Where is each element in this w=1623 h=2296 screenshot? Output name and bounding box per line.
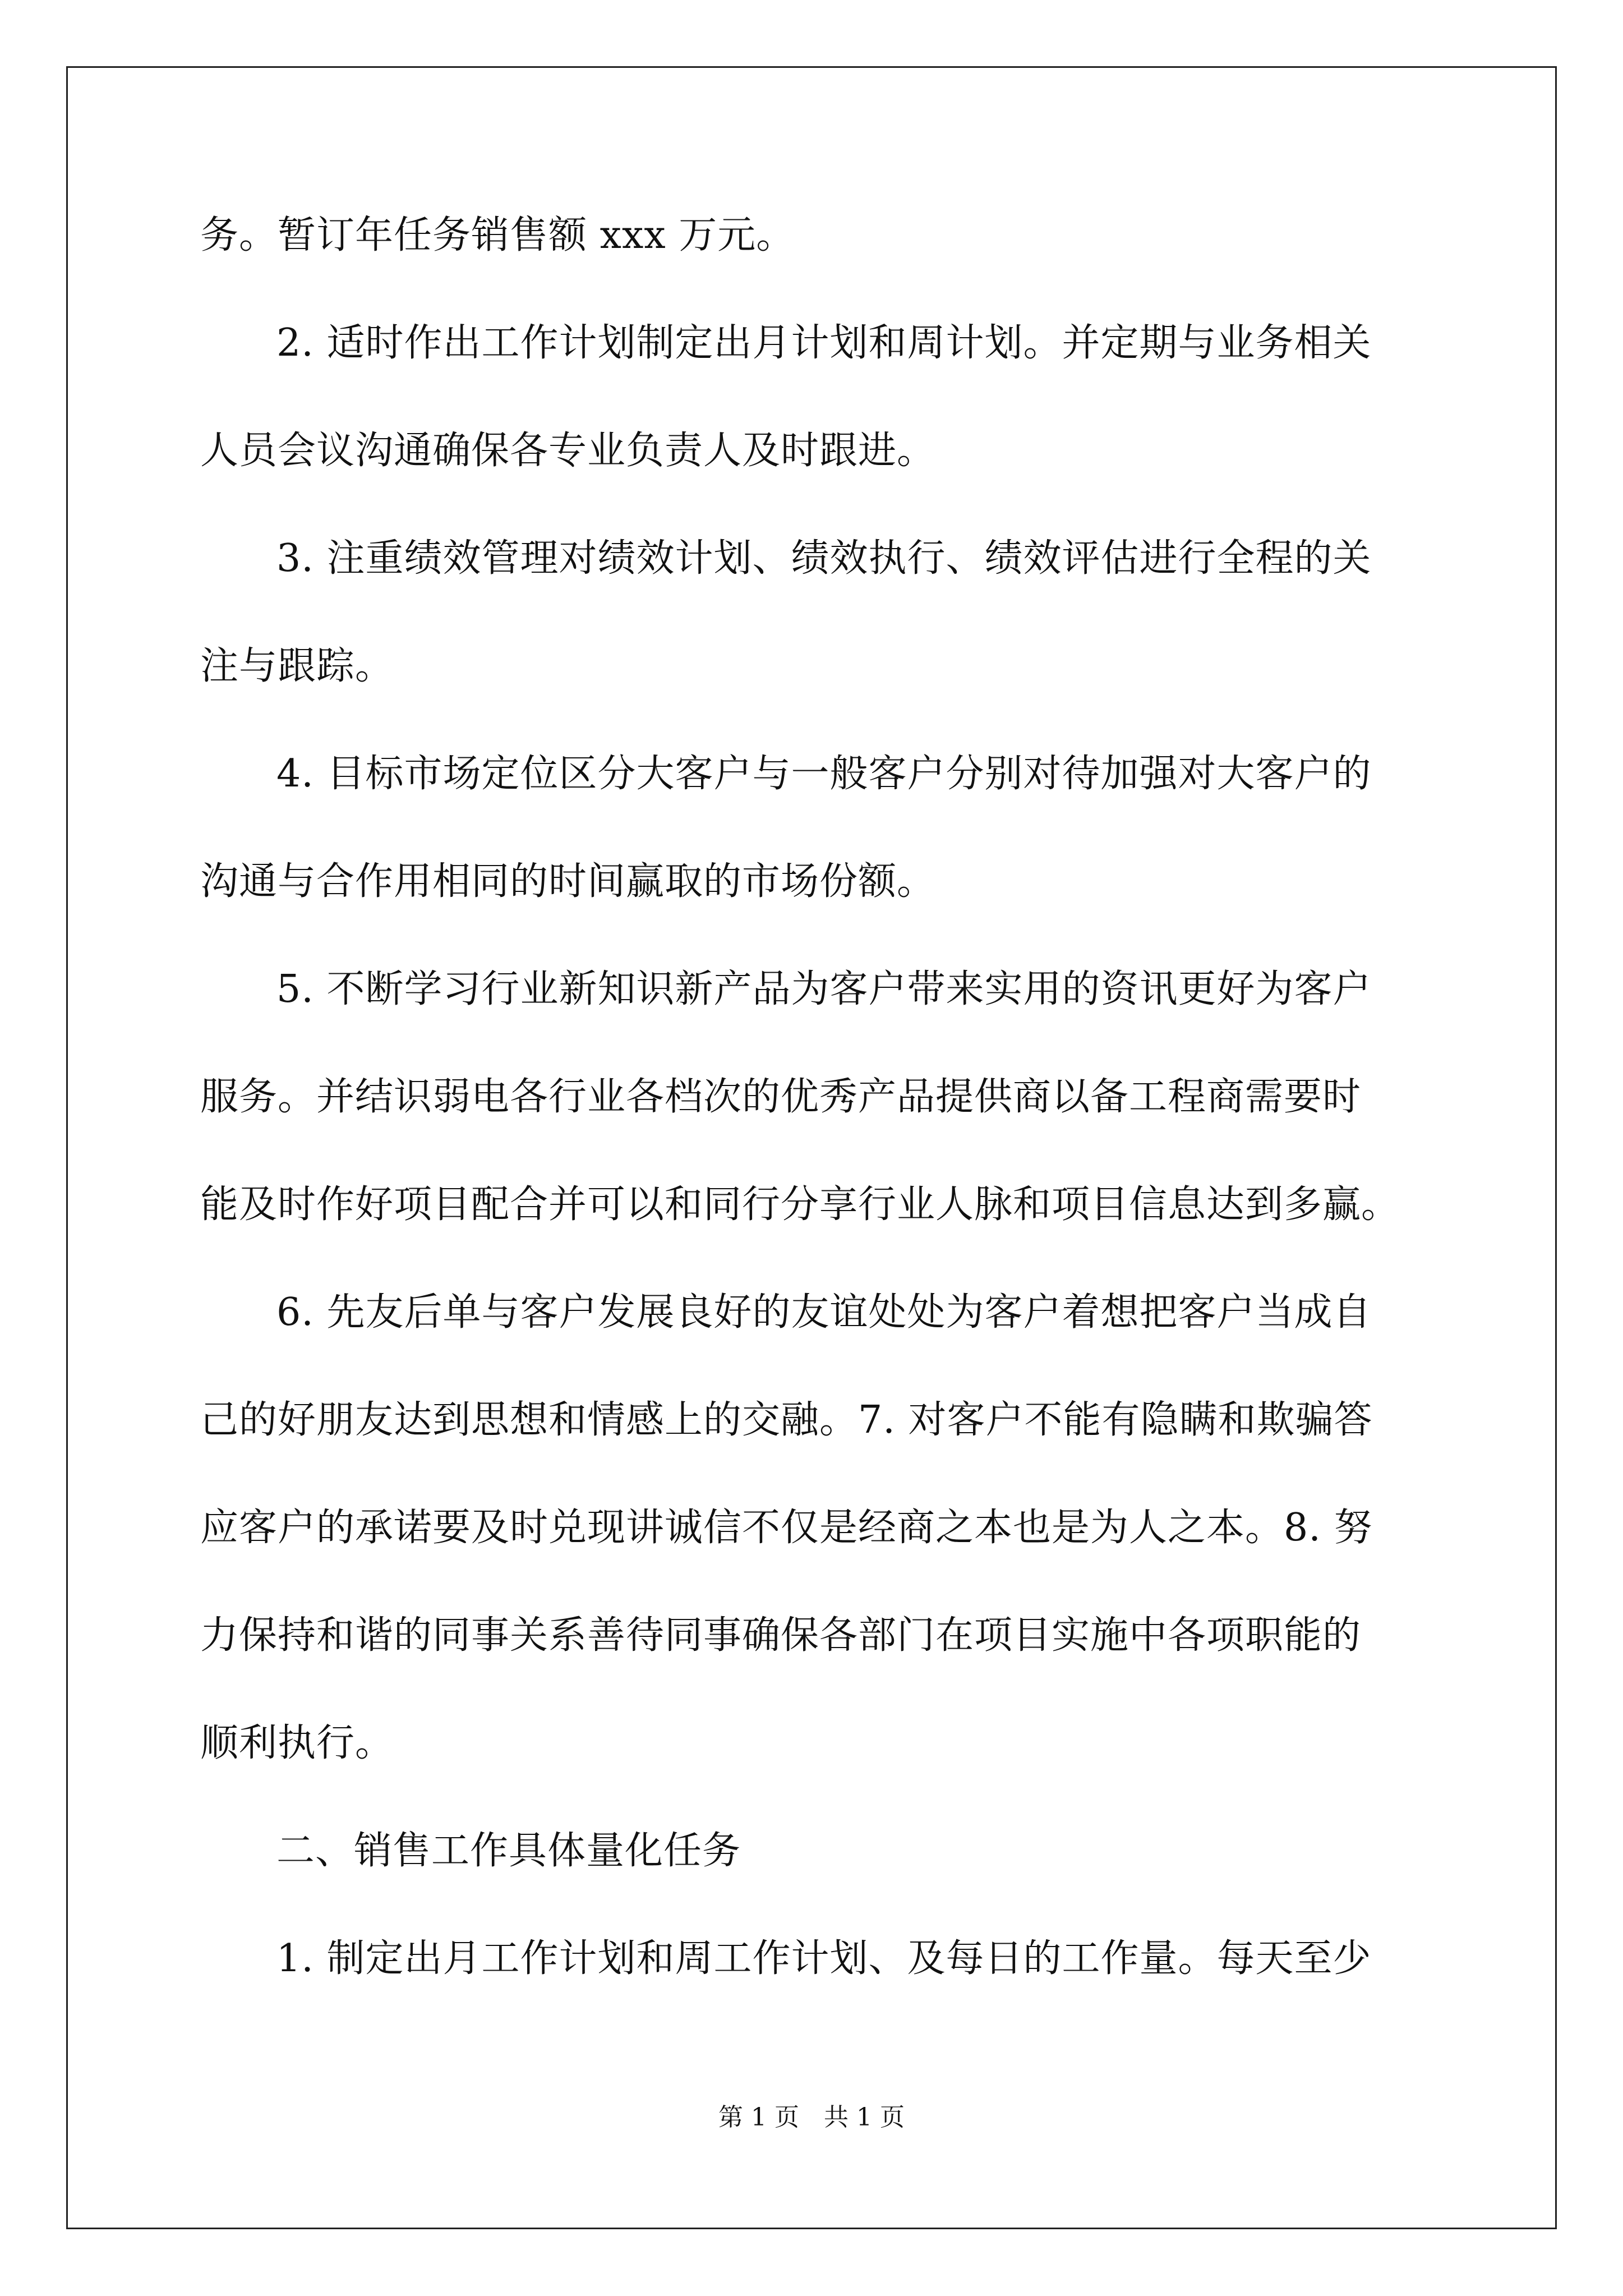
text-line: 3. 注重绩效管理对绩效计划、绩效执行、绩效评估进行全程的关 (276, 536, 1372, 581)
text-line: 人员会议沟通确保各专业负责人及时跟进。 (200, 429, 936, 473)
text-line: 2. 适时作出工作计划制定出月计划和周计划。并定期与业务相关 (276, 321, 1372, 365)
text-line: 顺利执行。 (200, 1721, 394, 1765)
text-line: 服务。并结识弱电各行业各档次的优秀产品提供商以备工程商需要时 (200, 1075, 1362, 1119)
text-line: 己的好朋友达到思想和情感上的交融。7. 对客户不能有隐瞒和欺骗答 (200, 1398, 1373, 1442)
page-number-footer: 第 1 页 共 1 页 (718, 2103, 905, 2132)
text-line: 注与跟踪。 (200, 644, 394, 688)
text-line: 务。暂订年任务销售额 xxx 万元。 (200, 213, 795, 257)
text-line: 沟通与合作用相同的时间赢取的市场份额。 (200, 859, 936, 904)
text-line: 5. 不断学习行业新知识新产品为客户带来实用的资讯更好为客户 (276, 967, 1372, 1011)
text-line: 能及时作好项目配合并可以和同行分享行业人脉和项目信息达到多赢。 (200, 1182, 1400, 1227)
text-line: 1. 制定出月工作计划和周工作计划、及每日的工作量。每天至少 (276, 1936, 1372, 1981)
text-line: 力保持和谐的同事关系善待同事确保各部门在项目实施中各项职能的 (200, 1613, 1362, 1658)
section-heading: 二、销售工作具体量化任务 (276, 1829, 741, 1873)
text-line: 6. 先友后单与客户发展良好的友谊处处为客户着想把客户当成自 (276, 1290, 1372, 1335)
text-line: 4. 目标市场定位区分大客户与一般客户分别对待加强对大客户的 (276, 752, 1372, 796)
page-border (66, 66, 1557, 2229)
text-line: 应客户的承诺要及时兑现讲诚信不仅是经商之本也是为人之本。8. 努 (200, 1506, 1373, 1550)
